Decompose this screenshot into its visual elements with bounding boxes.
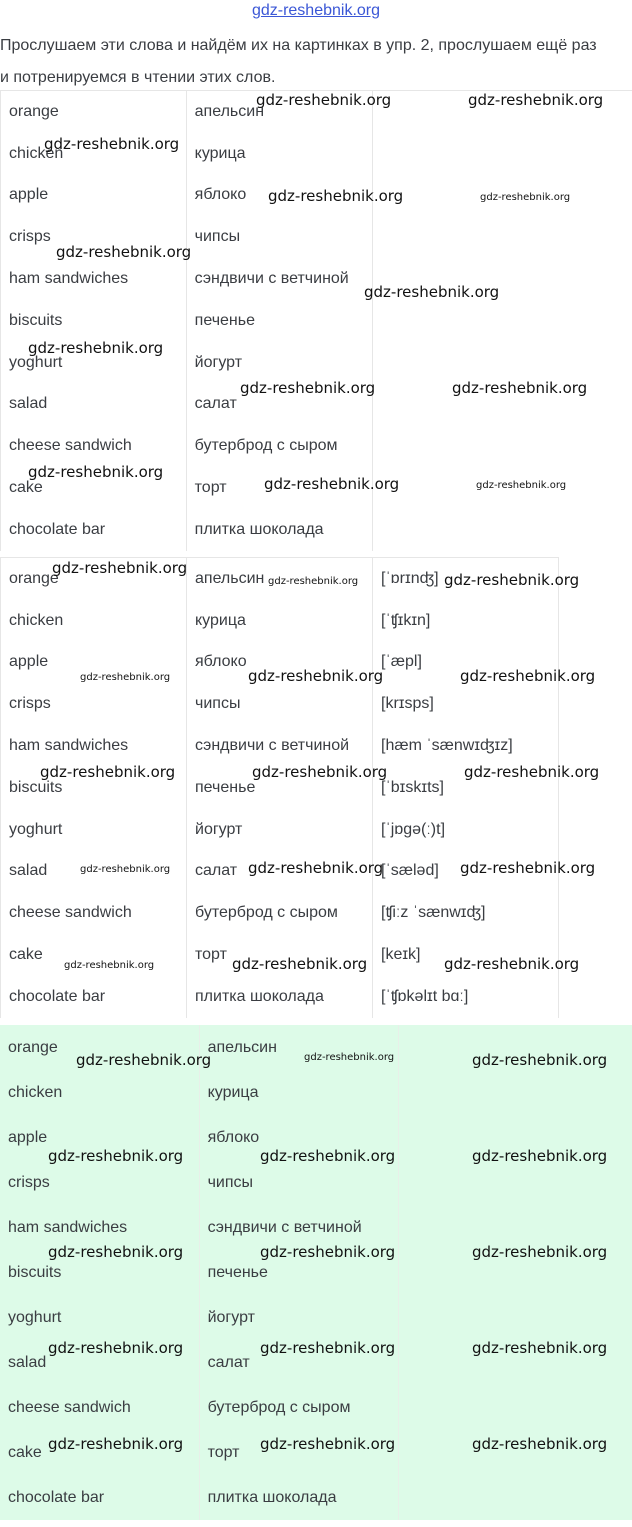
english-word: orange	[0, 1025, 199, 1070]
english-word: apple	[0, 1115, 199, 1160]
watermark: gdz-reshebnik.org	[80, 672, 171, 683]
empty-cell	[372, 133, 632, 175]
watermark: gdz-reshebnik.org	[252, 763, 388, 781]
russian-translation: сэндвичи с ветчиной	[186, 258, 372, 300]
watermark: gdz-reshebnik.org	[444, 571, 580, 589]
russian-translation: торт	[199, 1430, 399, 1475]
empty-cell	[372, 425, 632, 467]
russian-translation: плитка шоколада	[186, 509, 372, 551]
english-word: biscuits	[0, 1250, 199, 1295]
empty-cell	[399, 1115, 632, 1160]
watermark: gdz-reshebnik.org	[260, 1339, 396, 1357]
english-word: cheese sandwich	[1, 425, 187, 467]
english-word: ham sandwiches	[0, 1205, 199, 1250]
russian-translation: апельсин	[199, 1025, 399, 1070]
empty-cell	[372, 467, 632, 509]
english-word: chicken	[1, 600, 187, 642]
russian-translation: чипсы	[199, 1160, 399, 1205]
english-word: yoghurt	[1, 342, 187, 384]
table-row	[1, 216, 632, 258]
russian-translation: апельсин	[186, 91, 372, 133]
table-row	[1, 767, 559, 809]
watermark: gdz-reshebnik.org	[232, 955, 368, 973]
english-word: crisps	[1, 216, 187, 258]
watermark: gdz-reshebnik.org	[48, 1243, 184, 1261]
watermark: gdz-reshebnik.org	[472, 1147, 608, 1165]
table-row	[1, 725, 559, 767]
russian-translation: печенье	[187, 767, 373, 809]
table-row	[1, 342, 632, 384]
transcription: [krɪsps]	[373, 683, 559, 725]
watermark: gdz-reshebnik.org	[304, 1052, 395, 1063]
english-word: ham sandwiches	[1, 725, 187, 767]
english-word: yoghurt	[0, 1295, 199, 1340]
empty-cell	[372, 175, 632, 217]
empty-cell	[399, 1160, 632, 1205]
transcription: [keɪk]	[373, 934, 559, 976]
watermark: gdz-reshebnik.org	[480, 192, 571, 203]
russian-translation: яблоко	[186, 175, 372, 217]
watermark: gdz-reshebnik.org	[48, 1339, 184, 1357]
empty-cell	[372, 216, 632, 258]
empty-cell	[399, 1340, 632, 1385]
english-word: orange	[1, 91, 187, 133]
empty-cell	[399, 1205, 632, 1250]
russian-translation: йогурт	[187, 809, 373, 851]
watermark: gdz-reshebnik.org	[464, 763, 600, 781]
watermark: gdz-reshebnik.org	[268, 187, 404, 205]
watermark: gdz-reshebnik.org	[468, 91, 604, 109]
table-row	[1, 258, 632, 300]
watermark: gdz-reshebnik.org	[248, 667, 384, 685]
table-row	[1, 851, 559, 893]
watermark: gdz-reshebnik.org	[260, 1243, 396, 1261]
english-word: cake	[1, 934, 187, 976]
table-row	[0, 1340, 632, 1385]
table-row	[1, 175, 632, 217]
table-row	[0, 1250, 632, 1295]
intro-line-1: Прослушаем эти слова и найдём их на картинках в упр. 2, прослушаем ещё раз	[0, 37, 597, 54]
watermark: gdz-reshebnik.org	[472, 1243, 608, 1261]
empty-cell	[399, 1385, 632, 1430]
empty-cell	[372, 91, 632, 133]
table-row	[1, 683, 559, 725]
russian-translation: сэндвичи с ветчиной	[199, 1205, 399, 1250]
transcription: [ʧiːz ˈsænwɪʤ]	[373, 892, 559, 934]
english-word: cheese sandwich	[1, 892, 187, 934]
russian-translation: салат	[187, 851, 373, 893]
vocabulary-table	[0, 90, 632, 551]
russian-translation: бутерброд с сыром	[186, 425, 372, 467]
russian-translation: торт	[187, 934, 373, 976]
watermark: gdz-reshebnik.org	[28, 463, 164, 481]
table-row	[1, 91, 632, 133]
transcription: [ˈsæləd]	[373, 851, 559, 893]
watermark: gdz-reshebnik.org	[256, 91, 392, 109]
english-word: salad	[1, 384, 187, 426]
empty-cell	[399, 1475, 632, 1520]
english-word: cake	[1, 467, 187, 509]
russian-translation: курица	[186, 133, 372, 175]
table-row	[1, 384, 632, 426]
transcription: [ˈʧɒkəlɪt bɑː]	[373, 976, 559, 1018]
intro-text	[0, 30, 632, 94]
table-row	[1, 809, 559, 851]
russian-translation: бутерброд с сыром	[199, 1385, 399, 1430]
english-word: cheese sandwich	[0, 1385, 199, 1430]
watermark: gdz-reshebnik.org	[452, 379, 588, 397]
watermark: gdz-reshebnik.org	[476, 480, 567, 491]
table-row	[1, 600, 559, 642]
site-link[interactable]: gdz-reshebnik.org	[251, 2, 381, 19]
table-row	[0, 1160, 632, 1205]
watermark: gdz-reshebnik.org	[472, 1339, 608, 1357]
english-word: apple	[1, 175, 187, 217]
russian-translation: йогурт	[199, 1295, 399, 1340]
english-word: chocolate bar	[1, 976, 187, 1018]
transcription: [hæm ˈsænwɪʤɪz]	[373, 725, 559, 767]
russian-translation: бутерброд с сыром	[187, 892, 373, 934]
russian-translation: торт	[186, 467, 372, 509]
empty-cell	[399, 1250, 632, 1295]
transcription: [ˈæpl]	[373, 642, 559, 684]
watermark: gdz-reshebnik.org	[240, 379, 376, 397]
english-word: crisps	[0, 1160, 199, 1205]
watermark: gdz-reshebnik.org	[80, 864, 171, 875]
watermark: gdz-reshebnik.org	[260, 1147, 396, 1165]
watermark: gdz-reshebnik.org	[48, 1435, 184, 1453]
empty-cell	[399, 1430, 632, 1475]
watermark: gdz-reshebnik.org	[64, 960, 155, 971]
watermark: gdz-reshebnik.org	[472, 1051, 608, 1069]
english-word: orange	[1, 558, 187, 600]
watermark: gdz-reshebnik.org	[52, 559, 188, 577]
english-word: biscuits	[1, 300, 187, 342]
watermark: gdz-reshebnik.org	[260, 1435, 396, 1453]
english-word: yoghurt	[1, 809, 187, 851]
empty-cell	[372, 384, 632, 426]
russian-translation: йогурт	[186, 342, 372, 384]
vocabulary-table-green	[0, 1025, 632, 1520]
empty-cell	[372, 300, 632, 342]
table-row	[1, 642, 559, 684]
table-row	[0, 1295, 632, 1340]
english-word: cake	[0, 1430, 199, 1475]
table-row	[0, 1115, 632, 1160]
english-word: ham sandwiches	[1, 258, 187, 300]
table-row	[1, 558, 559, 600]
table-row	[1, 976, 559, 1018]
table-row	[0, 1070, 632, 1115]
english-word: chicken	[1, 133, 187, 175]
table-row	[1, 934, 559, 976]
watermark: gdz-reshebnik.org	[76, 1051, 212, 1069]
watermark: gdz-reshebnik.org	[28, 339, 164, 357]
transcription: [ˈʧɪkɪn]	[373, 600, 559, 642]
watermark: gdz-reshebnik.org	[460, 667, 596, 685]
empty-cell	[399, 1070, 632, 1115]
watermark: gdz-reshebnik.org	[40, 763, 176, 781]
watermark: gdz-reshebnik.org	[364, 283, 500, 301]
english-word: salad	[0, 1340, 199, 1385]
english-word: apple	[1, 642, 187, 684]
russian-translation: плитка шоколада	[199, 1475, 399, 1520]
table-row	[1, 425, 632, 467]
english-word: chicken	[0, 1070, 199, 1115]
table-row	[1, 133, 632, 175]
russian-translation: чипсы	[186, 216, 372, 258]
russian-translation: салат	[199, 1340, 399, 1385]
transcription: [ˈjɒgə(ː)t]	[373, 809, 559, 851]
russian-translation: печенье	[199, 1250, 399, 1295]
english-word: chocolate bar	[1, 509, 187, 551]
watermark: gdz-reshebnik.org	[48, 1147, 184, 1165]
english-word: crisps	[1, 683, 187, 725]
empty-cell	[399, 1025, 632, 1070]
english-word: biscuits	[1, 767, 187, 809]
watermark: gdz-reshebnik.org	[264, 475, 400, 493]
russian-translation: чипсы	[187, 683, 373, 725]
intro-line-2: и потренируемся в чтении этих слов.	[0, 69, 276, 86]
empty-cell	[399, 1295, 632, 1340]
russian-translation: сэндвичи с ветчиной	[187, 725, 373, 767]
table-row	[0, 1475, 632, 1520]
table-row	[1, 300, 632, 342]
english-word: salad	[1, 851, 187, 893]
table-row	[0, 1205, 632, 1250]
transcription: [ˈɒrɪnʤ]	[373, 558, 559, 600]
vocabulary-transcription-table	[0, 557, 559, 1018]
watermark: gdz-reshebnik.org	[56, 243, 192, 261]
russian-translation: печенье	[186, 300, 372, 342]
english-word: chocolate bar	[0, 1475, 199, 1520]
russian-translation: курица	[199, 1070, 399, 1115]
table-row	[1, 467, 632, 509]
empty-cell	[372, 258, 632, 300]
watermark: gdz-reshebnik.org	[44, 135, 180, 153]
empty-cell	[372, 509, 632, 551]
watermark: gdz-reshebnik.org	[472, 1435, 608, 1453]
table-row	[1, 892, 559, 934]
empty-cell	[372, 342, 632, 384]
russian-translation: апельсин	[187, 558, 373, 600]
table-row	[1, 509, 632, 551]
russian-translation: яблоко	[187, 642, 373, 684]
transcription: [ˈbɪskɪts]	[373, 767, 559, 809]
table-row	[0, 1025, 632, 1070]
watermark: gdz-reshebnik.org	[248, 859, 384, 877]
table-row	[0, 1430, 632, 1475]
russian-translation: курица	[187, 600, 373, 642]
watermark: gdz-reshebnik.org	[460, 859, 596, 877]
table-row	[0, 1385, 632, 1430]
watermark: gdz-reshebnik.org	[444, 955, 580, 973]
russian-translation: плитка шоколада	[187, 976, 373, 1018]
watermark: gdz-reshebnik.org	[268, 576, 359, 587]
russian-translation: салат	[186, 384, 372, 426]
russian-translation: яблоко	[199, 1115, 399, 1160]
